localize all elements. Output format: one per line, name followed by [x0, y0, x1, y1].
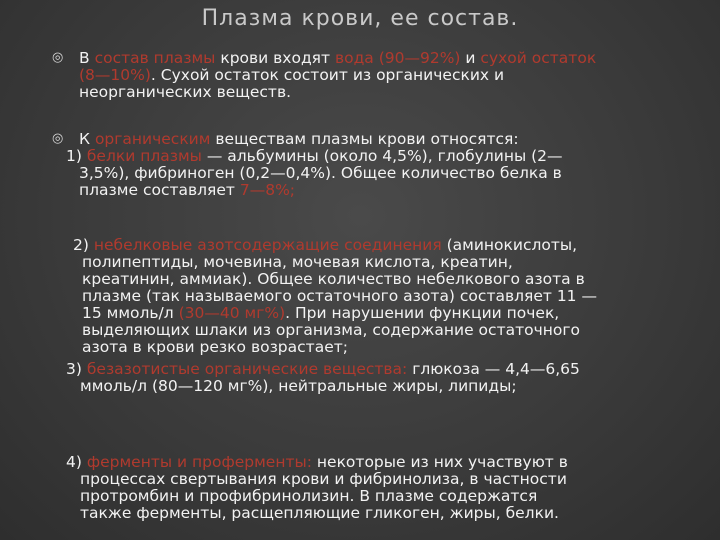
number: 4) [66, 453, 87, 471]
highlight: ферменты и проферменты: [86, 453, 312, 471]
line: процессах свертывания крови и фибринолиза, в частности [80, 470, 567, 488]
slide-title: Плазма крови, ее состав. [201, 6, 519, 31]
bullet-paragraph-2 [66, 131, 563, 199]
text: . Сухой остаток состоит из органических и [150, 66, 505, 84]
highlight: (30—40 мг%) [178, 304, 286, 322]
text: — альбумины (около 4,5%), глобулины (2— [201, 147, 563, 165]
number: 2) [73, 236, 94, 254]
highlight: безазотистые органические вещества: [86, 360, 408, 378]
highlight: белки плазмы [86, 147, 202, 165]
highlight: состав плазмы [94, 49, 216, 67]
text: 15 ммоль/л [82, 304, 179, 322]
line [79, 67, 596, 84]
bullet-arrow-icon: ◎ [52, 50, 64, 65]
number: 1) [66, 147, 87, 165]
list-item-4 [66, 454, 568, 522]
line: плазме (так называемого остаточного азота) составляет 11 — [82, 287, 597, 305]
line: ммоль/л (80—120 мг%), нейтральные жиры, липиды; [80, 377, 517, 395]
line [66, 182, 563, 199]
list-item-2 [66, 237, 597, 356]
highlight: вода (90—92%) [334, 49, 461, 67]
text: веществам плазмы крови относятся: [210, 130, 519, 148]
line: также ферменты, расщепляющие гликоген, жиры, белки. [80, 504, 559, 522]
text: плазме составляет [79, 181, 240, 199]
text: некоторые из них участвуют в [311, 453, 568, 471]
text: крови входят [215, 49, 335, 67]
line: креатинин, аммиак). Общее количество небелкового азота в [82, 270, 585, 288]
number: 3) [66, 360, 87, 378]
text: (аминокислоты, [441, 236, 578, 254]
highlight: сухой остаток [480, 49, 597, 67]
line [66, 454, 568, 471]
highlight: органическим [94, 130, 211, 148]
line [66, 148, 563, 165]
bullet-paragraph-1 [79, 50, 596, 101]
line [66, 237, 597, 254]
line: 3,5%), фибриноген (0,2—0,4%). Общее количество белка в [79, 164, 562, 182]
highlight: небелковые азотсодержащие соединения [93, 236, 442, 254]
highlight: (8—10%) [79, 66, 151, 84]
line: протромбин и профибринолизин. В плазме содержатся [80, 487, 538, 505]
line [66, 305, 597, 322]
list-item-3 [66, 361, 580, 395]
text: . При нарушении функции почек, [285, 304, 560, 322]
line [66, 131, 563, 148]
line: азота в крови резко возрастает; [82, 338, 348, 356]
text: глюкоза — 4,4—6,65 [407, 360, 580, 378]
text: К [79, 130, 95, 148]
highlight: 7—8%; [239, 181, 296, 199]
line [66, 361, 580, 378]
bullet-arrow-icon: ◎ [52, 131, 64, 146]
text: и [460, 49, 481, 67]
line: выделяющих шлаки из организма, содержание остаточного [82, 321, 581, 339]
text: В [79, 49, 95, 67]
line [79, 50, 596, 67]
line: неорганических веществ. [79, 83, 292, 101]
line: полипептиды, мочевина, мочевая кислота, креатин, [82, 253, 513, 271]
